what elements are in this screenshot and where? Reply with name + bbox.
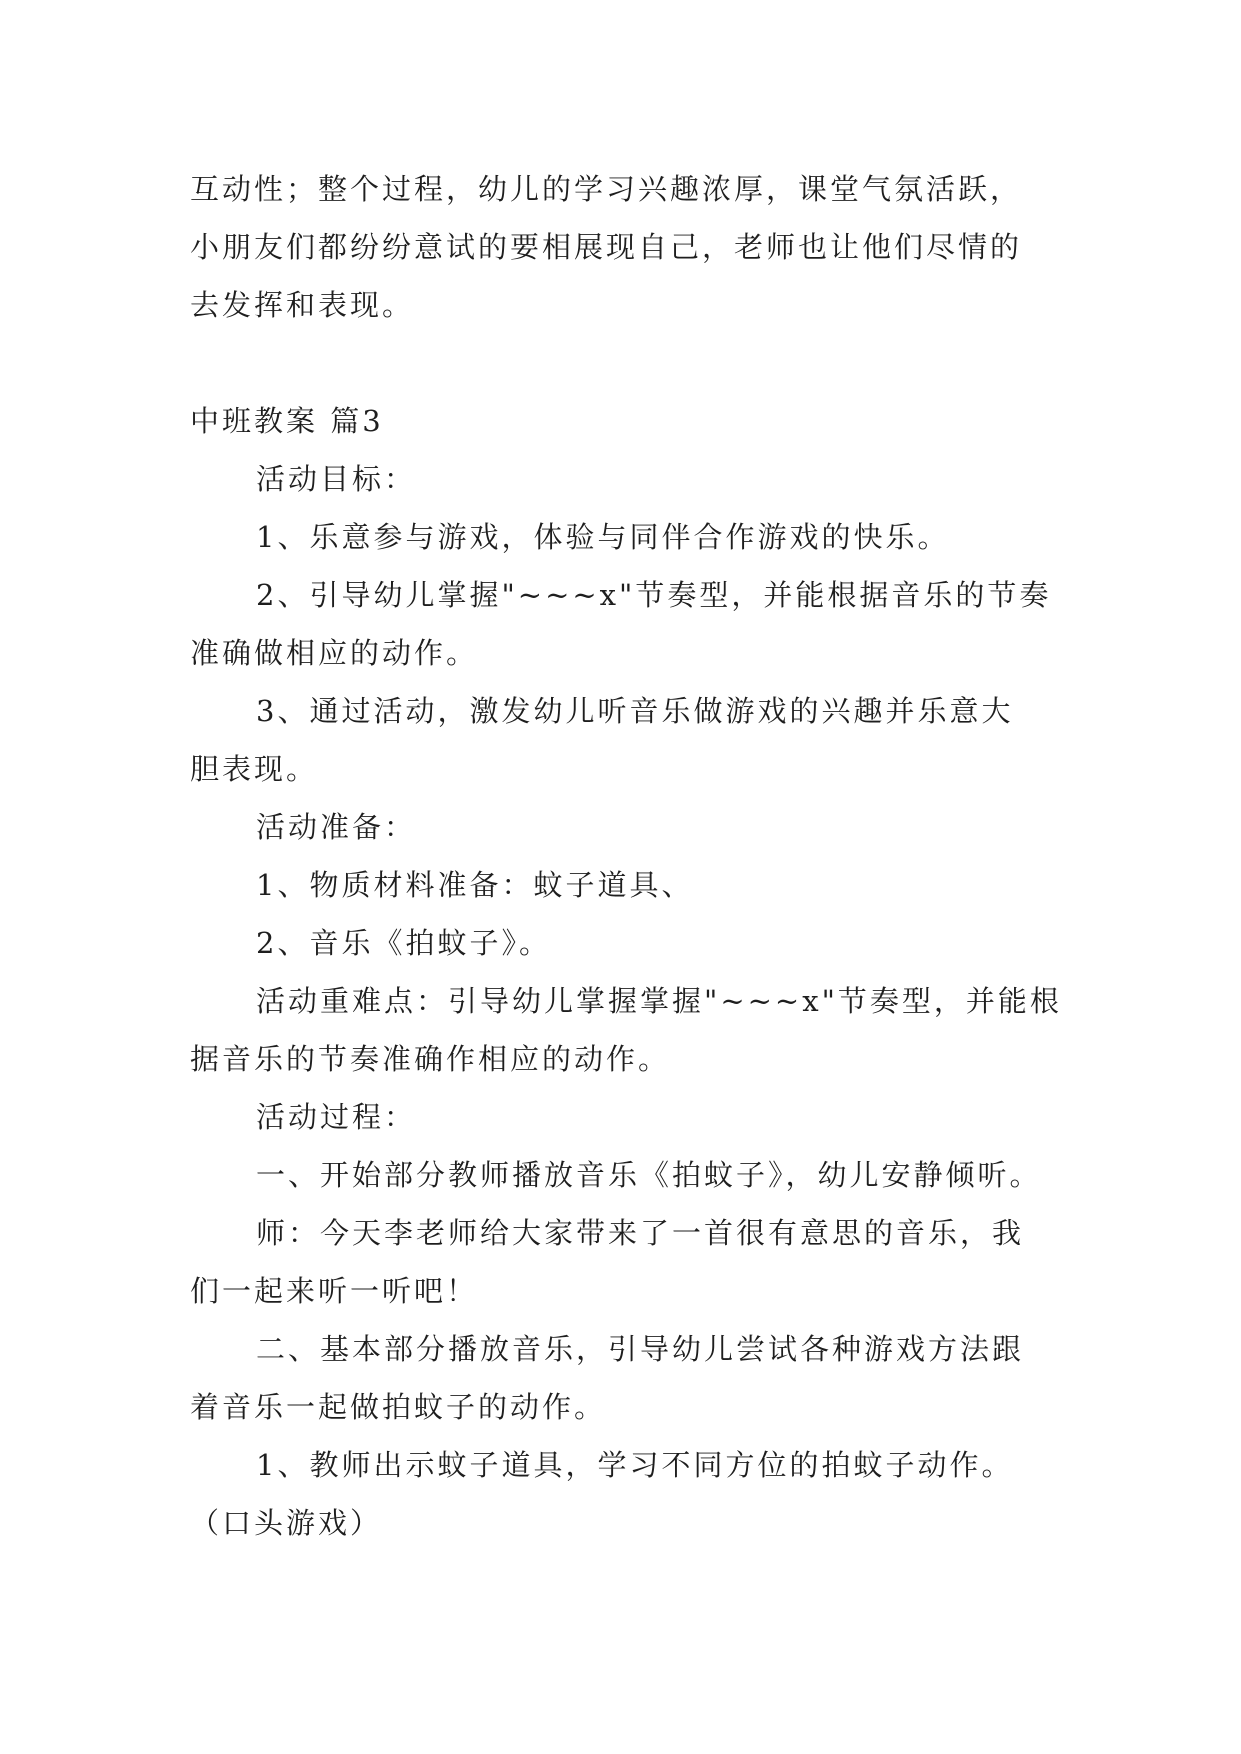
- process-step-1-line-1: 1、教师出示蚊子道具，学习不同方位的拍蚊子动作。: [256, 1448, 1014, 1482]
- preparation-item-2: 2、音乐《拍蚊子》。: [256, 926, 551, 960]
- goal-item-3-line-1: 3、通过活动，激发幼儿听音乐做游戏的兴趣并乐意大: [256, 694, 1014, 728]
- goal-item-1: 1、乐意参与游戏，体验与同伴合作游戏的快乐。: [256, 520, 950, 554]
- goal-item-3-line-2: 胆表现。: [190, 752, 319, 786]
- preparation-heading: 活动准备：: [256, 810, 417, 844]
- intro-line-1: 互动性；整个过程，幼儿的学习兴趣浓厚，课堂气氛活跃，: [190, 172, 1023, 206]
- section-title: 中班教案 篇3: [190, 404, 384, 438]
- intro-line-2: 小朋友们都纷纷意试的要相展现自己，老师也让他们尽情的: [190, 230, 1023, 264]
- teacher-speech-line-1: 师：今天李老师给大家带来了一首很有意思的音乐，我: [256, 1216, 1025, 1250]
- document-body: [190, 160, 1060, 1552]
- key-points-line-2: 据音乐的节奏准确作相应的动作。: [190, 1042, 671, 1076]
- paragraph-gap: [190, 334, 1060, 392]
- process-part-2-line-2: 着音乐一起做拍蚊子的动作。: [190, 1390, 607, 1424]
- teacher-speech-line-2: 们一起来听一听吧！: [190, 1274, 479, 1308]
- preparation-item-1: 1、物质材料准备：蚊子道具、: [256, 868, 694, 902]
- goals-heading: 活动目标：: [256, 462, 417, 496]
- goal-item-2-line-1: 2、引导幼儿掌握"~~~x"节奏型，并能根据音乐的节奏: [256, 578, 1052, 612]
- process-heading: 活动过程：: [256, 1100, 417, 1134]
- process-part-1: 一、开始部分教师播放音乐《拍蚊子》，幼儿安静倾听。: [256, 1158, 1042, 1192]
- key-points-line-1: 活动重难点：引导幼儿掌握掌握"~~~x"节奏型，并能根: [256, 984, 1062, 1018]
- process-part-2-line-1: 二、基本部分播放音乐，引导幼儿尝试各种游戏方法跟: [256, 1332, 1025, 1366]
- process-step-1-line-2: （口头游戏）: [190, 1506, 383, 1540]
- intro-line-3: 去发挥和表现。: [190, 288, 415, 322]
- goal-item-2-line-2: 准确做相应的动作。: [190, 636, 479, 670]
